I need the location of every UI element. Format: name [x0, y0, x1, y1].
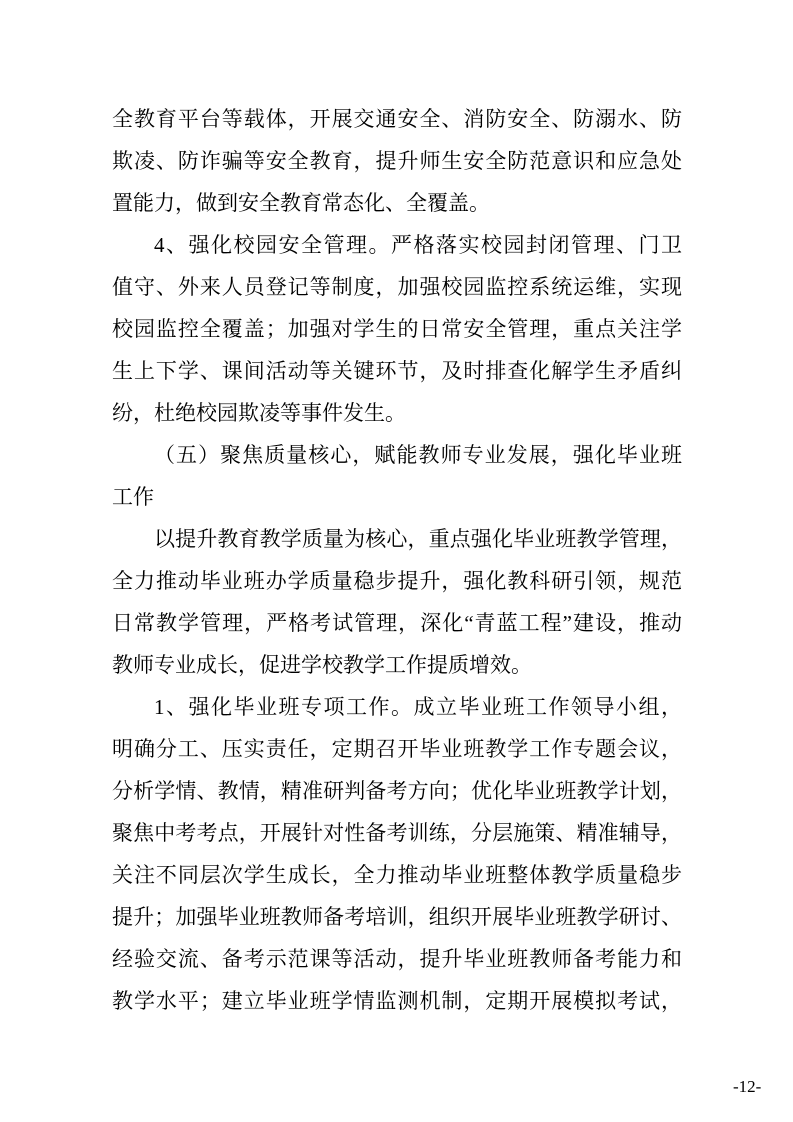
text-line: 置能力，做到安全教育常态化、全覆盖。	[112, 191, 490, 215]
text-line: 1、强化毕业班专项工作。成立毕业班工作领导小组，	[154, 695, 682, 719]
text-line: 校园监控全覆盖；加强对学生的日常安全管理，重点关注学	[112, 317, 682, 341]
text-line: 提升；加强毕业班教师备考培训，组织开展毕业班教学研讨、	[112, 905, 682, 929]
text-line: 经验交流、备考示范课等活动，提升毕业班教师备考能力和	[112, 947, 682, 971]
text-line: 全教育平台等载体，开展交通安全、消防安全、防溺水、防	[112, 107, 682, 131]
text-line: 4、强化校园安全管理。严格落实校园封闭管理、门卫	[154, 233, 682, 257]
heading-section-five	[112, 434, 682, 518]
text-line: （五）聚焦质量核心，赋能教师专业发展，强化毕业班	[154, 443, 682, 467]
page-number: -12-	[733, 1077, 762, 1096]
text-line: 欺凌、防诈骗等安全教育，提升师生安全防范意识和应急处	[112, 149, 682, 173]
text-line: 教学水平；建立毕业班学情监测机制，定期开展模拟考试，	[112, 989, 682, 1013]
text-line: 关注不同层次学生成长，全力推动毕业班整体教学质量稳步	[112, 863, 682, 887]
document-body	[112, 98, 682, 1022]
paragraph-quality-core-overview	[112, 518, 682, 686]
text-line: 日常教学管理，严格考试管理，深化“青蓝工程”建设，推动	[112, 611, 682, 635]
paragraph-campus-safety-management	[112, 224, 682, 434]
paragraph-safety-education-continuation	[112, 98, 682, 224]
text-line: 纷，杜绝校园欺凌等事件发生。	[112, 401, 406, 425]
text-line: 分析学情、教情，精准研判备考方向；优化毕业班教学计划，	[112, 779, 682, 803]
paragraph-graduating-class-special-work	[112, 686, 682, 1022]
text-line: 值守、外来人员登记等制度，加强校园监控系统运维，实现	[112, 275, 682, 299]
text-line: 生上下学、课间活动等关键环节，及时排查化解学生矛盾纠	[112, 359, 682, 383]
text-line: 全力推动毕业班办学质量稳步提升，强化教科研引领，规范	[112, 569, 682, 593]
text-line: 明确分工、压实责任，定期召开毕业班教学工作专题会议，	[112, 737, 682, 761]
text-line: 聚焦中考考点，开展针对性备考训练，分层施策、精准辅导，	[112, 821, 682, 845]
text-line: 工作	[112, 485, 154, 509]
text-line: 以提升教育教学质量为核心，重点强化毕业班教学管理，	[154, 527, 682, 551]
text-line: 教师专业成长，促进学校教学工作提质增效。	[112, 653, 532, 677]
